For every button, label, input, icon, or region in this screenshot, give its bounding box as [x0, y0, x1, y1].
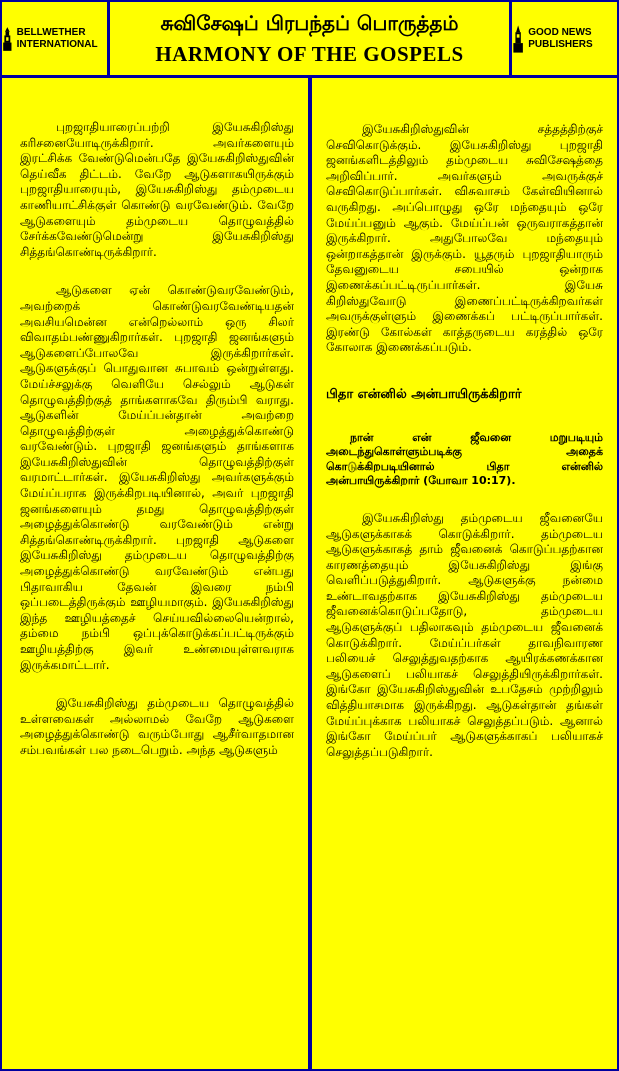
bell-tower-icon [2, 19, 13, 59]
left-paragraph-2: ஆடுகளை ஏன் கொண்டுவரவேண்டும், அவற்றைக் கொண்டுவரவேண்டியதன் அவசியமென்ன என்றெல்லாம் ஒரு சிலர் விவாதம்பண்ணுகிறார்கள். புறஜாதி ஜனங்களும் ஆடுகளைப்போலவே இருக்கிறார்கள். ஆடுகளுக்குப் பொதுவான சுபாவம் ஒன்றுள்ளது. மேய்ச்சலுக்கு வெளியே செல்லும் ஆடுகள் தொழுவத்திற்குத் தாங்களாகவே திரும்பி வராது. ஆடுகளின் மேய்ப்பன்தான் அவற்றை தொழுவத்திற்குள் அழைத்துக்கொண்டு வரவேண்டும். புறஜாதி ஜனங்களும் தாங்களாக இயேசுகிறிஸ்துவின் தொழுவத்திற்குள் வரமாட்டார்கள். இயேசுகிறிஸ்து அவர்களுக்கும் மேய்ப்பராக இருக்கிறபடியினால், அவர் புறஜாதி ஜனங்களையும் தமது தொழுவத்திற்குள் அழைத்துக்கொண்டு வரவேண்டும் என்று சித்தங்கொண்டிருக்கிறார். புறஜாதி ஆடுகளை இயேசுகிறிஸ்து தம்முடைய தொழுவத்திற்கு அழைத்துக்கொண்டு வரவேண்டும் என்பது பிதாவாகிய தேவன் இவரை நம்பி ஒப்படைத்திருக்கும் ஊழியமாகும். இயேசுகிறிஸ்து இந்த ஊழியத்தைச் செய்யவில்லையென்றால், தம்மை நம்பி ஒப்புக்கொடுக்கப்பட்டிருக்கும் ஊழியத்திற்கு இவர் உண்மையுள்ளவராக இருக்கமாட்டார். [20, 283, 294, 672]
bible-verse: நான் என் ஜீவனை மறுபடியும் அடைந்துகொள்ளும்படிக்கு அதைக் கொடுக்கிறபடியினால் பிதா என்னில் அன்பாயிருக்கிறார் (யோவா 10:17). [326, 430, 603, 488]
section-heading: பிதா என்னில் அன்பாயிருக்கிறார் [326, 386, 522, 402]
tower-icon [512, 19, 524, 59]
title-english: HARMONY OF THE GOSPELS [155, 41, 464, 66]
left-paragraph-3: இயேசுகிறிஸ்து தம்முடைய தொழுவத்தில் உள்ளவைகள் அல்லாமல் வேறே ஆடுகளை அழைத்துக்கொண்டு வரும்போது ஆசீர்வாதமான சம்பவங்கள் பல நடைபெறும். அந்த ஆடுகளும் [20, 696, 294, 757]
left-paragraph-1: புறஜாதியாரைப்பற்றி இயேசுகிறிஸ்து கரிசனையோடிருக்கிறார். அவர்களையும் இரட்சிக்க வேண்டுமென்பதே இயேசுகிறிஸ்துவின் தெய்வீக திட்டம். வேறே ஆடுகளாகயிருக்கும் புறஜாதியாரையும், இயேசுகிறிஸ்து தம்முடைய காணியாட்சிக்குள் கொண்டு வரவேண்டும். வேறே ஆடுகளையும் தம்முடைய தொழுவத்தில் சேர்க்கவேண்டுமென்று இயேசுகிறிஸ்து சித்தங்கொண்டிருக்கிறார். [20, 120, 294, 259]
header [2, 2, 617, 78]
good-news-logo-text: GOOD NEWS PUBLISHERS [528, 26, 593, 50]
left-column [2, 78, 312, 1069]
title-box [110, 2, 509, 75]
right-paragraph-2: இயேசுகிறிஸ்து தம்முடைய ஜீவனையே ஆடுகளுக்காகக் கொடுக்கிறார். தம்முடைய ஆடுகளுக்காகத் தாம் ஜீவனைக் கொடுப்பதற்கான காரணத்தையும் இயேசுகிறிஸ்து இங்கு வெளிப்படுத்துகிறார். ஆடுகளுக்கு நன்மை உண்டாவதற்காக இயேசுகிறிஸ்து தம்முடைய ஜீவனைக்கொடுப்பதோடு, தம்முடைய ஆடுகளுக்குப் பதிலாகவும் தம்முடைய ஜீவனைக் கொடுக்கிறார். மேய்ப்பர்கள் தாவநிவாரண பலியைச் செலுத்துவதற்காக ஆயிரக்கணக்கான ஆடுகளைப் பலியாகச் செலுத்தியிருக்கிறார்கள். இங்கோ இயேசுகிறிஸ்துவின் உபதேசம் முற்றிலும் வித்தியாசமாக இருக்கிறது. ஆடுகள்தான் தங்கள் மேய்ப்புக்காக பலியாகச் செலுத்தப்படும். ஆனால் இங்கோ மேய்ப்பர் ஆடுகளுக்காகப் பலியாகச் செலுத்தப்படுகிறார். [326, 510, 603, 759]
title-tamil: சுவிசேஷப் பிரபந்தப் பொருத்தம் [160, 10, 459, 35]
right-paragraph-1: இயேசுகிறிஸ்துவின் சத்தத்திற்குச் செவிகொடுக்கும். இயேசுகிறிஸ்து புறஜாதி ஜனங்களிடத்திலும் தம்முடைய சுவிசேஷத்தை அறிவிப்பார். அவர்களும் அவருக்குச் செவிகொடுப்பார்கள். விசுவாசம் கேள்வியினால் வருகிறது. அப்பொழுது ஒரே மந்தையும் ஒரே மேய்ப்பனும் ஆகும். மேய்ப்பன் ஒருவராகத்தான் இருக்கிறார். அதுபோலவே மந்தையும் ஒன்றாகத்தான் இருக்கும். யூதரும் புறஜாதியாரும் தேவனுடைய சபையில் ஒன்றாக இணைக்கப்பட்டிருப்பார்கள். இயேசு கிறிஸ்துவோடு இணைப்பட்டிருக்கிறவர்கள் அவருக்குள்ளும் இணைக்கப் பட்டிருப்பார்கள். இரண்டு கோல்கள் காத்தருடைய கரத்தில் ஒரே கோலாக இணைக்கப்படும். [326, 122, 603, 355]
right-column [312, 78, 617, 1069]
content-columns [2, 78, 617, 1069]
good-news-logo [509, 2, 617, 75]
bellwether-logo-text: BELLWETHER INTERNATIONAL [16, 26, 98, 50]
bellwether-logo [2, 2, 110, 75]
